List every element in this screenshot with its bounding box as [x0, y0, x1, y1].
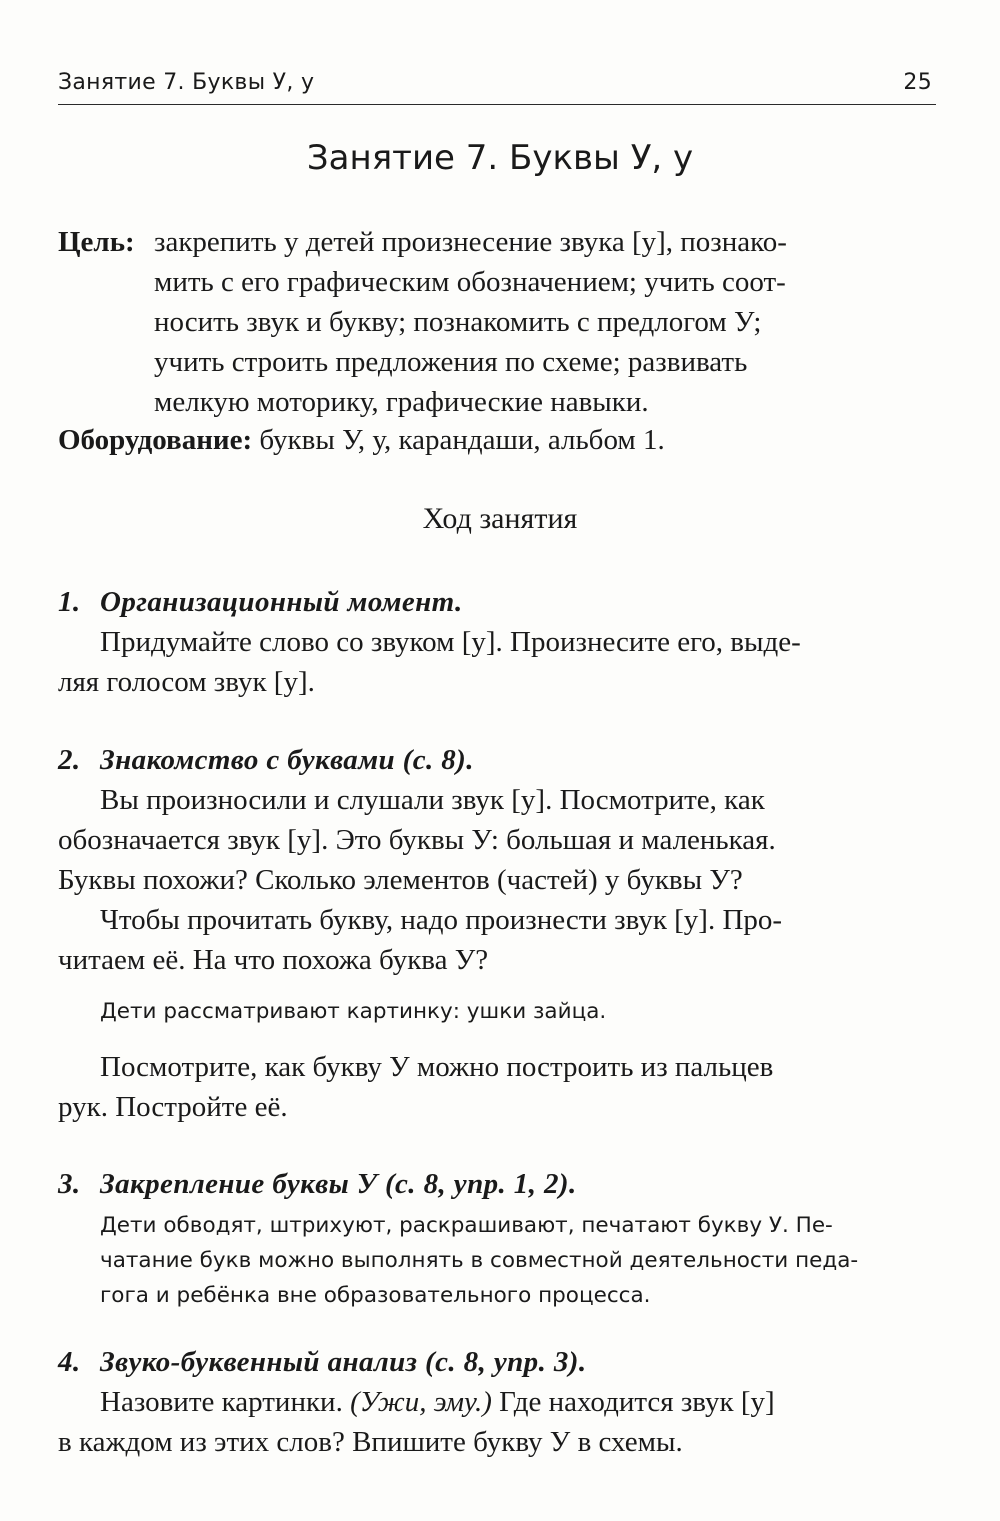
text-line: Посмотрите, как букву У можно построить из пальцев — [100, 1051, 774, 1083]
section-title — [58, 1164, 938, 1204]
paragraph — [58, 1047, 938, 1127]
goal-line: мелкую моторику, графические навыки. — [154, 386, 649, 418]
text-run: Назовите картинки. — [100, 1386, 351, 1418]
text-line: Буквы похожи? Сколько элементов (частей) у буквы У? — [58, 864, 743, 896]
progress-heading: Ход занятия — [422, 502, 578, 535]
italic-answer: (Ужи, эму.) — [350, 1386, 492, 1418]
teacher-note: Дети рассматривают картинку: ушки зайца. — [100, 999, 607, 1024]
note-line: чатание букв можно выполнять в совместной деятельности педа- — [100, 1248, 859, 1273]
section-title-text: Звуко-буквенный анализ (с. 8, упр. 3). — [100, 1346, 587, 1378]
text-line: обозначается звук [у]. Это буквы У: большая и маленькая. — [58, 824, 776, 856]
running-head — [58, 66, 936, 105]
goal-text — [154, 222, 938, 422]
section-title-text: Организационный момент. — [100, 586, 463, 618]
note-line: Дети обводят, штрихуют, раскрашивают, печатают букву У. Пе- — [100, 1213, 833, 1238]
section-3 — [58, 1164, 938, 1313]
section-number: 2. — [58, 744, 81, 776]
paragraph — [58, 900, 938, 980]
section-title-text: Знакомство с буквами (с. 8). — [100, 744, 474, 776]
paragraph — [58, 780, 938, 900]
text-line — [58, 1382, 938, 1422]
text-line: в каждом из этих слов? Впишите букву У в схемы. — [58, 1426, 683, 1458]
goal-line: носить звук и букву; познакомить с предлогом У; — [154, 306, 762, 338]
equipment-label: Оборудование: — [58, 424, 253, 456]
paragraph — [58, 1382, 938, 1462]
section-number: 4. — [58, 1346, 81, 1378]
goal-label: Цель: — [58, 226, 135, 258]
goal-block — [58, 222, 938, 418]
section-number: 3. — [58, 1168, 81, 1200]
section-title — [58, 1342, 938, 1382]
goal-line: мить с его графическим обозначением; учить соот- — [154, 266, 786, 298]
section-title — [58, 582, 938, 622]
text-line: ляя голосом звук [у]. — [58, 666, 315, 698]
text-line: рук. Постройте её. — [58, 1091, 288, 1123]
teacher-note — [58, 1208, 938, 1313]
running-head-title: Занятие 7. Буквы У, у — [58, 70, 315, 95]
text-line: Чтобы прочитать букву, надо произнести звук [у]. Про- — [100, 904, 783, 936]
section-number: 1. — [58, 586, 81, 618]
equipment-block — [58, 420, 938, 460]
section-title-text: Закрепление буквы У (с. 8, упр. 1, 2). — [100, 1168, 577, 1200]
equipment-text: буквы У, у, карандаши, альбом 1. — [252, 424, 665, 456]
page-number: 25 — [903, 70, 932, 95]
goal-line: учить строить предложения по схеме; развивать — [154, 346, 748, 378]
section-title — [58, 740, 938, 780]
text-line: Вы произносили и слушали звук [у]. Посмотрите, как — [100, 784, 765, 816]
note-line: гога и ребёнка вне образовательного процесса. — [100, 1283, 651, 1308]
section-2 — [58, 740, 938, 1127]
lesson-title: Занятие 7. Буквы У, у — [306, 138, 694, 178]
goal-line: закрепить у детей произнесение звука [у], познако- — [154, 226, 787, 258]
section-4 — [58, 1342, 938, 1462]
section-1 — [58, 582, 938, 702]
text-line: читаем её. На что похожа буква У? — [58, 944, 489, 976]
text-line: Придумайте слово со звуком [у]. Произнесите его, выде- — [100, 626, 801, 658]
paragraph — [58, 622, 938, 702]
text-run: Где находится звук [у] — [491, 1386, 775, 1418]
